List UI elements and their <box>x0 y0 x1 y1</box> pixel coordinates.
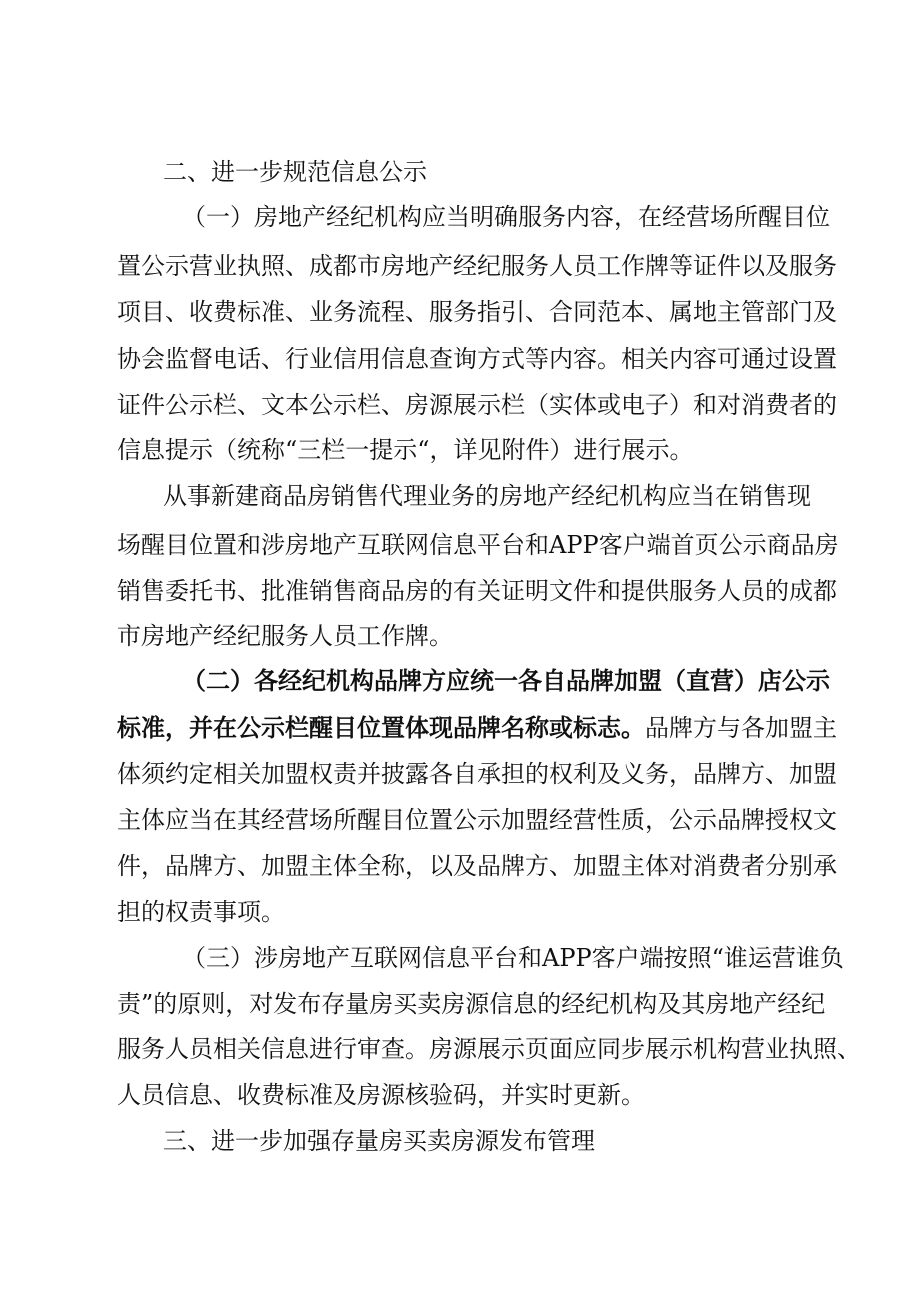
paragraph-line: 人员信息、收费标准及房源核验码，并实时更新。 <box>117 1081 645 1109</box>
paragraph-line: 协会监督电话、行业信用信息查询方式等内容。相关内容可通过设置 <box>117 345 837 373</box>
paragraph-line: 责”的原则，对发布存量房买卖房源信息的经纪机构及其房地产经纪 <box>117 990 826 1018</box>
paragraph-fragment: 品牌方与各加盟主 <box>645 714 837 742</box>
section-heading-3: 三、进一步加强存量房买卖房源发布管理 <box>163 1127 595 1155</box>
paragraph-line: 证件公示栏、文本公示栏、房源展示栏（实体或电子）和对消费者的 <box>117 391 837 419</box>
paragraph-line: 市房地产经纪服务人员工作牌。 <box>117 622 453 650</box>
paragraph-line: 担的权责事项。 <box>117 898 285 926</box>
paragraph-line: 场醒目位置和涉房地产互联网信息平台和APP客户端首页公示商品房 <box>117 531 839 559</box>
paragraph-line: 服务人员相关信息进行审查。房源展示页面应同步展示机构营业执照、 <box>117 1035 861 1063</box>
paragraph-line: （三）涉房地产互联网信息平台和APP客户端按照“谁运营谁负 <box>182 944 844 972</box>
paragraph-line: 件，品牌方、加盟主体全称，以及品牌方、加盟主体对消费者分别承 <box>117 852 837 880</box>
section-heading-2: 二、进一步规范信息公示 <box>163 158 427 186</box>
paragraph-line: 信息提示（统称“三栏一提示“，详见附件）进行展示。 <box>117 436 694 464</box>
paragraph-line: 主体应当在其经营场所醒目位置公示加盟经营性质，公示品牌授权文 <box>117 806 837 834</box>
bold-heading-line: （二）各经纪机构品牌方应统一各自品牌加盟（直营）店公示 <box>182 666 830 695</box>
paragraph-line: （一）房地产经纪机构应当明确服务内容，在经营场所醒目位 <box>182 203 830 231</box>
paragraph-line: 项目、收费标准、业务流程、服务指引、合同范本、属地主管部门及 <box>117 298 837 326</box>
paragraph-line: 体须约定相关加盟权责并披露各自承担的权利及义务，品牌方、加盟 <box>117 760 837 788</box>
paragraph-line: 置公示营业执照、成都市房地产经纪服务人员工作牌等证件以及服务 <box>117 252 837 280</box>
bold-heading-tail: 标准，并在公示栏醒目位置体现品牌名称或标志。 <box>117 713 645 742</box>
paragraph-line: 从事新建商品房销售代理业务的房地产经纪机构应当在销售现 <box>163 482 811 510</box>
paragraph-line: 销售委托书、批准销售商品房的有关证明文件和提供服务人员的成都 <box>117 577 837 605</box>
mixed-line <box>117 706 837 750</box>
